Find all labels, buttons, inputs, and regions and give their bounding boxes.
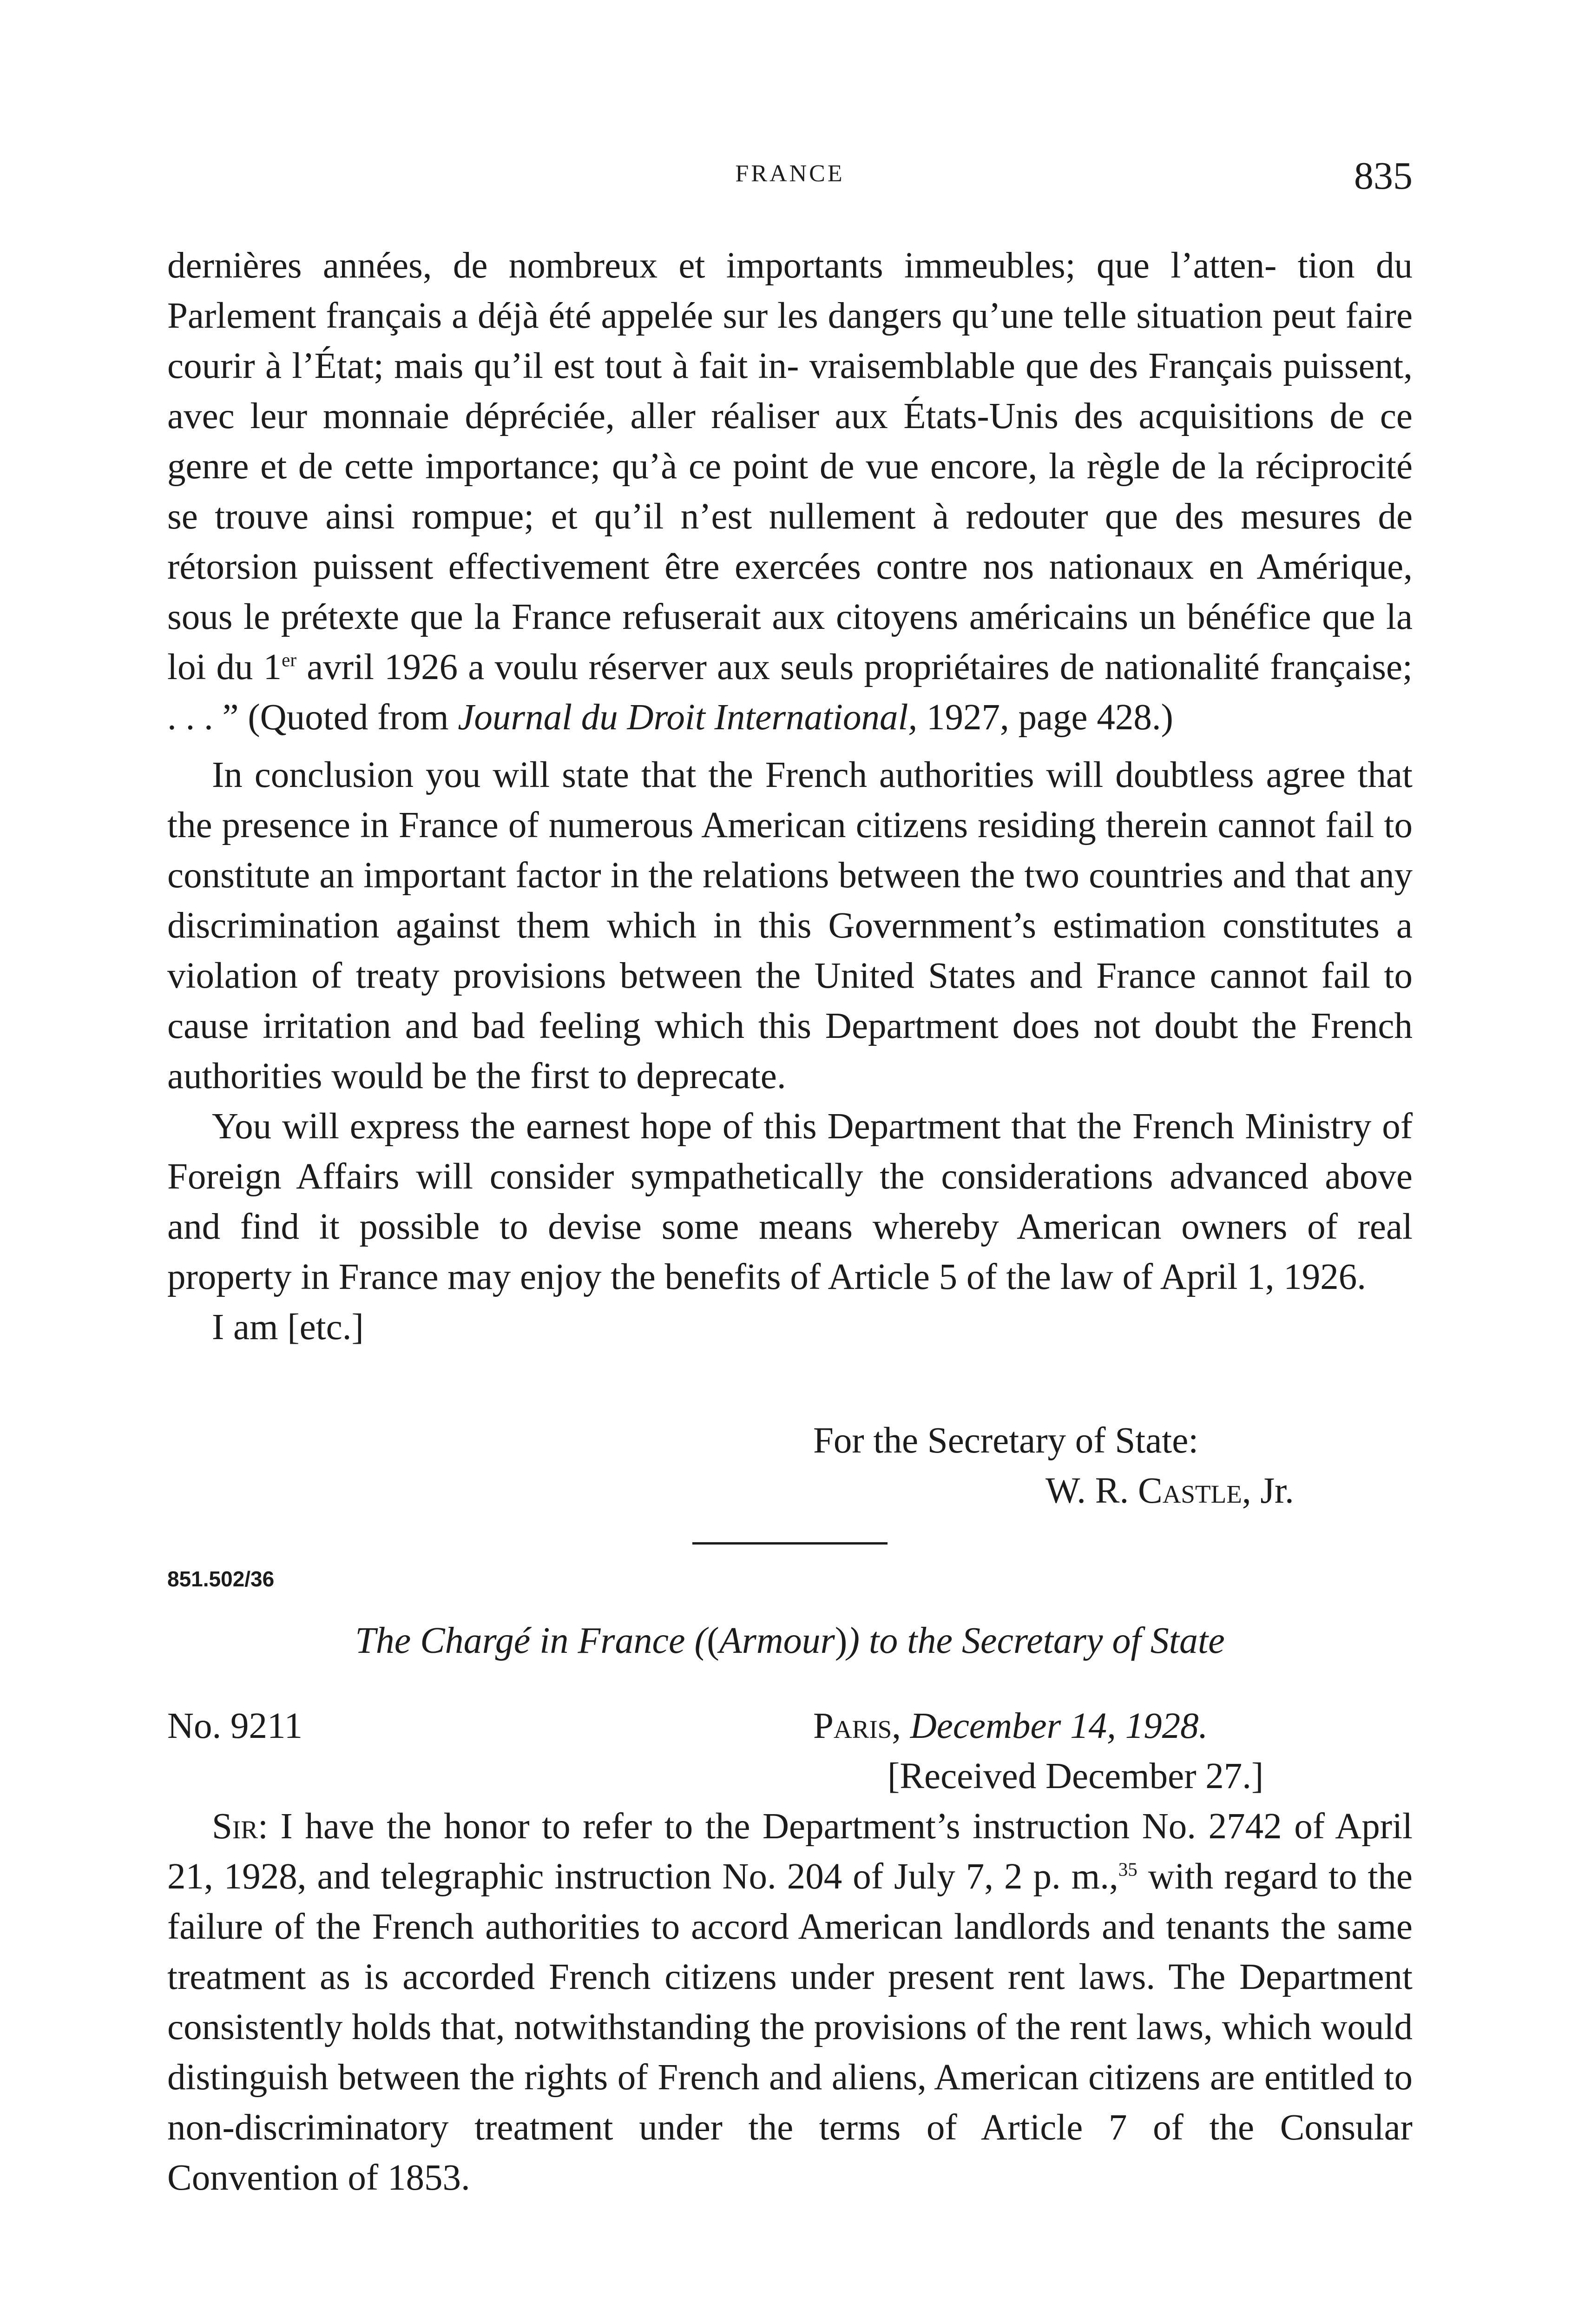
quote-line: avril 1926 a voulu (296, 647, 579, 687)
quote-source-close: 1927, page 428.) (917, 697, 1173, 738)
file-number: 851.502/36 (167, 1567, 275, 1591)
page-number: 835 (1354, 154, 1413, 198)
dispatch-body: Sir: I have the honor to refer to the Department’s instruction No. 2742 of April 21, 1928, and telegraphic instruction No. 204 of July 7, 2 p. m.,$^{35}$ with regard to the failure of the French authorities to accord American landlords and tenants the same treatment as is accorded French citizens under present rent laws. The Department consistently holds that, notwithstanding the provisions of the rent laws, which would distinguish between the rights of French and aliens, American citizens are entitled to non-discriminatory treatment under the terms of Article 7 of the Consular Convention of 1853. (167, 1806, 1413, 2198)
dispatch-place: Paris (813, 1706, 892, 1746)
signature-suffix: , Jr. (1242, 1471, 1294, 1511)
quote-line: dernières années, de nombreux et importants immeubles; que l’atten- (167, 245, 1277, 286)
quote-source-open: (Quoted from (248, 697, 458, 738)
signature-name (1045, 1466, 1294, 1516)
quote-line: mesures de rétorsion puissent effectivement être exercées contre nos (167, 496, 1413, 587)
footnote-reference: 35 (1118, 1858, 1137, 1880)
journal-title: Journal du Droit International, (458, 697, 918, 738)
closing-line: I am [etc.] (212, 1307, 364, 1347)
running-head: FRANCE (735, 160, 845, 187)
conclusion-paragraph: In conclusion you will state that the French authorities will doubtless agree that the presence in France of numerous American citizens residing therein cannot fail to constitute an important factor in the relations between the two countries and that any discrimination against them which in this Government’s estimation constitutes a violation of treaty provisions between the United States and France cannot fail to cause irritation and bad feeling which this Department does not doubt the French authorities would be the first to deprecate. (167, 755, 1413, 1096)
author-name: Armour (719, 1620, 835, 1661)
dispatch-place-date: Paris, December 14, 1928. (813, 1706, 1208, 1746)
body-paragraphs (167, 750, 1413, 1353)
quote-line: importance; qu’à ce point de vue encore, la règle de la réciprocité se (167, 446, 1413, 537)
quoted-french-text (167, 241, 1413, 743)
page-header (167, 153, 1413, 198)
superscript-er: er (282, 649, 297, 671)
quote-line: tion du Parlement français a déjà été appelée sur les dangers qu’une (167, 245, 1413, 336)
section-divider (692, 1542, 888, 1545)
quote-line: aller réaliser aux États-Unis des acquisitions de ce genre et de cette (167, 396, 1413, 487)
salutation: Sir (212, 1806, 258, 1847)
quote-line: citoyens américains un bénéfice que la loi du 1 (167, 597, 1413, 687)
quote-line: vraisemblable que des Français puissent, avec leur monnaie dépréciée, (167, 346, 1413, 436)
quote-line: telle situation peut faire courir à l’État; mais qu’il est tout à fait in- (167, 296, 1413, 386)
dispatch-number: No. 9211 (167, 1706, 303, 1746)
received-date: [Received December 27.] (888, 1756, 1264, 1796)
signature-surname: Castle (1138, 1471, 1242, 1511)
quote-line: nationaux en Amérique, sous le prétexte que la France refuserait aux (167, 547, 1413, 637)
signature-initials: W. R. (1045, 1471, 1138, 1511)
quote-line: trouve ainsi rompue; et qu’il n’est nullement à redouter que des (215, 496, 1224, 537)
signature-for-line: For the Secretary of State: (813, 1420, 1199, 1461)
quote-line: réserver aux seuls propriétaires de nationalité française; . . . ” (167, 647, 1413, 738)
hope-paragraph: You will express the earnest hope of this Department that the French Ministry of Foreign Affairs will consider sympathetically the considerations advanced above and find it possible to devise some means whereby American owners of real property in France may enjoy the benefits of Article 5 of the law of April 1, 1926. (167, 1106, 1413, 1297)
document-title: The Chargé in France ((Armour)) to the Secretary of State (355, 1620, 1225, 1661)
dispatch-date: December 14, 1928. (910, 1706, 1208, 1746)
